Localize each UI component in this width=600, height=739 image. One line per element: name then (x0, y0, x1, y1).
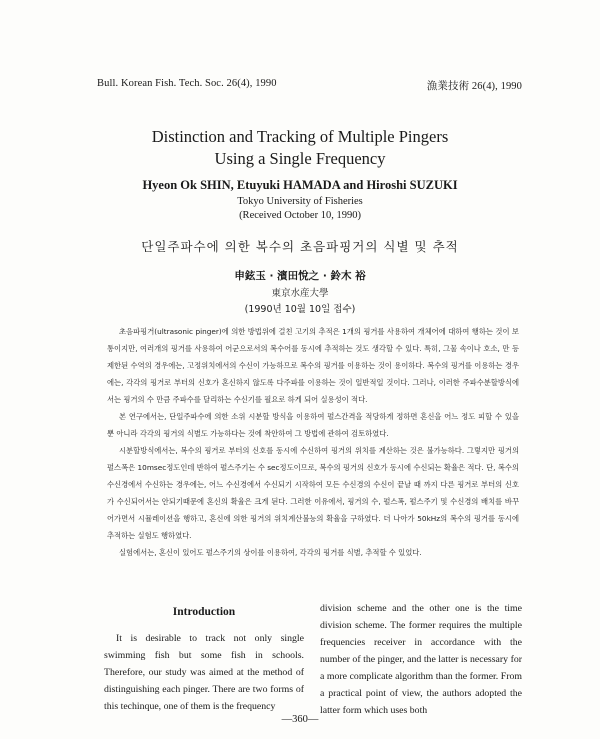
journal-header-right: 漁業技術 26(4), 1990 (426, 81, 522, 92)
korean-affiliation: 東京水産大學 (271, 288, 329, 299)
received-date: (Received October 10, 1990) (239, 210, 361, 221)
abstract-paragraph: 실험에서는, 혼신이 있어도 펄스주기의 상이를 이용하여, 각각의 핑거를 식별, 추적할 수 있었다. (119, 548, 422, 557)
korean-authors: 申鉉玉 · 濱田悅之 · 鈴木 裕 (234, 270, 366, 282)
affiliation: Tokyo University of Fisheries (237, 196, 363, 207)
paper-title-line2: Using a Single Frequency (214, 149, 386, 168)
intro-right-text: division scheme and the other one is the time division scheme. The former requires the multiple frequencies receiver in accordance with the number of the pinger, and the latter is necessary for a more complicate algorithm than the former. From a practical point of view, the authors adopted the latter form which uses both (320, 603, 522, 716)
right-column (320, 600, 522, 719)
abstract-paragraph: 초음파핑거(ultrasonic pinger)에 의한 방법위에 걸친 고기의 추적은 1개의 핑거를 사용하여 개체어에 대하여 행하는 것이 보통이지만, 여러개의 핑거를 사용하여 어군으로서의 복수어를 동시에 추적하는 것도 생각할 수 있다. 특히, 그물 속이나 호소, 만 등 제한된 수역의 경우에는, 고정위치에서의 수신이 가능하므로 복수의 핑거를 이용하는 것이 용이하다. 복수의 핑거를 이용하는 경우에는, 각각의 핑거로 부터의 신호가 혼신하지 않도록 다주파를 이용하는 것이 일반적일 것이다. 그러나, 이러한 주파수분할방식에서는 핑거의 수 만큼 주파수를 달리하는 수신기를 필요로 하게 되어 실용성이 적다. (107, 327, 519, 404)
korean-received: (1990년 10월 10일 접수) (244, 304, 356, 315)
author-list: Hyeon Ok SHIN, Etuyuki HAMADA and Hiroshi SUZUKI (142, 178, 458, 192)
page-number: —360— (281, 714, 319, 725)
paper-title-line1: Distinction and Tracking of Multiple Pingers (151, 127, 449, 146)
abstract-paragraph: 시분할방식에서는, 복수의 핑거로 부터의 신호를 동시에 수신하여 핑거의 위치를 계산하는 것은 불가능하다. 그렇지만 핑거의 펄스폭은 10msec정도인데 반하여 펄스주기는 수 sec정도이므로, 복수의 핑거의 신호가 동시에 수신되는 확율은 적다. 단, 복수의 수신경에서 수신하는 경우에는, 어느 수신경에서 수신되기 시작하여 모든 수신경의 수신이 끝날 때 까지 다른 핑거로 부터의 신호가 수신되어서는 안되기때문에 혼신의 확율은 크게 된다. 그러한 이유에서, 핑거의 수, 펄스폭, 펄스주기 및 수신경의 배치를 바꾸어가면서 시뮬레이션을 행하고, 혼신에 의한 핑거의 위치계산불능의 확율을 구하였다. 더 나아가 50kHz의 복수의 핑거를 동시에 추적하는 실험도 행하였다. (107, 446, 519, 540)
left-column (104, 600, 304, 715)
abstract-paragraph: 본 연구에서는, 단일주파수에 의한 소위 시분할 방식을 이용하여 펄스간격을 적당하게 정하면 혼신을 어느 정도 피할 수 있을 뿐 아니라 각각의 핑거의 식별도 가능하다는 것에 착안하여 그 방법에 관하여 검토하였다. (107, 412, 519, 438)
paper-title (0, 126, 600, 170)
korean-abstract (107, 323, 519, 561)
section-heading-introduction: Introduction (172, 606, 236, 618)
intro-left-text: It is desirable to track not only single swimming fish but some fish in schools. Therefore, our study was aimed at the method of distinguishing each pinger. There are two forms of this techinque, one of them is the frequency (104, 633, 304, 712)
korean-title: 단일주파수에 의한 복수의 초음파핑거의 식별 및 추적 (141, 239, 459, 254)
journal-header-left: Bull. Korean Fish. Tech. Soc. 26(4), 1990 (97, 78, 277, 89)
